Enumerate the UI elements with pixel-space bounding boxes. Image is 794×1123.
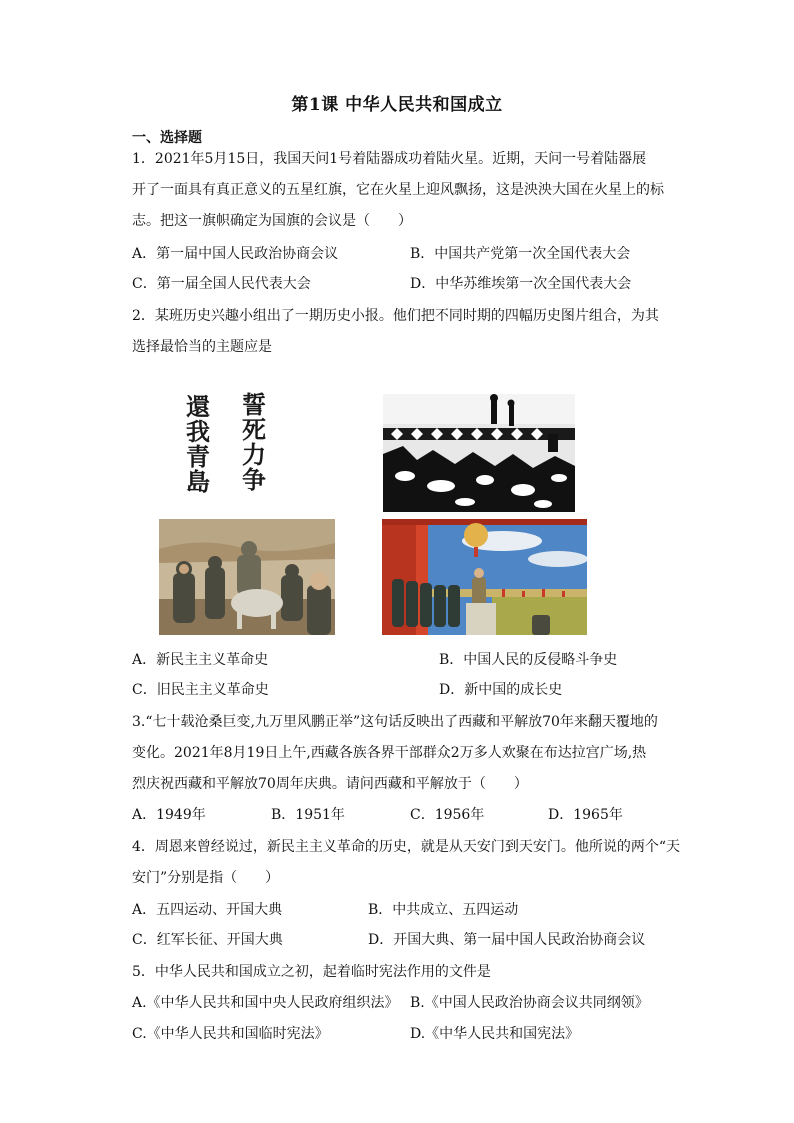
- calligraphy-slogan-image: [170, 392, 282, 496]
- question-3-option-a: A．1949年: [132, 807, 206, 823]
- calligraphy-char: 死: [242, 415, 266, 444]
- question-4-line-1: 4．周恩来曾经说过，新民主主义革命的历史，就是从天安门到天安门。他所说的两个“天: [132, 839, 681, 855]
- question-1-line-2: 开了一面具有真正意义的五星红旗，它在火星上迎风飘扬，这是泱泱大国在火星上的标: [132, 182, 664, 198]
- calligraphy-char: 力: [242, 440, 266, 469]
- question-2-line-2: 选择最恰当的主题应是: [132, 339, 272, 355]
- question-2-option-c: C．旧民主主义革命史: [132, 682, 269, 698]
- question-2-option-a: A．新民主主义革命史: [132, 652, 269, 668]
- bw-photo-graphic: [383, 394, 575, 512]
- question-5-option-b: B.《中国人民政治协商会议共同纲领》: [410, 995, 649, 1011]
- calligraphy-char: 還: [186, 392, 210, 421]
- question-1-option-c: C．第一届全国人民代表大会: [132, 276, 311, 292]
- calligraphy-char: 島: [186, 467, 210, 496]
- question-1-line-1: 1．2021年5月15日，我国天问1号着陆器成功着陆火星。近期，天问一号着陆器展: [132, 151, 647, 167]
- founding-ceremony-painting: [382, 519, 587, 635]
- question-5-option-d: D.《中华人民共和国宪法》: [410, 1026, 580, 1042]
- question-2-option-b: B．中国人民的反侵略斗争史: [439, 652, 618, 668]
- question-4-option-a: A．五四运动、开国大典: [132, 902, 283, 918]
- question-3-option-b: B．1951年: [271, 807, 345, 823]
- question-1-option-d: D．中华苏维埃第一次全国代表大会: [410, 276, 632, 292]
- calligraphy-char: 青: [186, 442, 210, 471]
- long-march-photo: [159, 519, 335, 635]
- question-2-option-d: D．新中国的成长史: [439, 682, 563, 698]
- question-5-option-c: C.《中华人民共和国临时宪法》: [132, 1026, 329, 1042]
- question-2-line-1: 2．某班历史兴趣小组出了一期历史小报。他们把不同时期的四幅历史图片组合，为其: [132, 308, 659, 324]
- question-3-option-c: C．1956年: [410, 807, 485, 823]
- question-3-option-d: D．1965年: [548, 807, 623, 823]
- question-1-option-a: A．第一届中国人民政治协商会议: [132, 246, 339, 262]
- question-5-line-1: 5．中华人民共和国成立之初，起着临时宪法作用的文件是: [132, 964, 491, 980]
- question-1-line-3: 志。把这一旗帜确定为国旗的会议是（ ）: [132, 213, 412, 229]
- question-1-option-b: B．中国共产党第一次全国代表大会: [410, 246, 631, 262]
- question-3-line-2: 变化。2021年8月19日上午,西藏各族各界干部群众2万多人欢聚在布达拉宫广场,热: [132, 745, 647, 761]
- question-4-line-2: 安门”分别是指（ ）: [132, 870, 280, 886]
- question-4-option-d: D．开国大典、第一届中国人民政治协商会议: [368, 932, 646, 948]
- march-photo-graphic: [159, 519, 335, 635]
- calligraphy-char: 争: [242, 465, 266, 494]
- question-3-line-3: 烈庆祝西藏和平解放70周年庆典。请问西藏和平解放于（ ）: [132, 776, 528, 792]
- question-5-option-a: A.《中华人民共和国中央人民政府组织法》: [132, 995, 399, 1011]
- calligraphy-char: 我: [186, 417, 210, 446]
- question-3-line-1: 3.“七十载沧桑巨变,九万里风鹏正举”这句话反映出了西藏和平解放70年来翻天覆地的: [132, 714, 658, 730]
- ceremony-painting-graphic: [382, 519, 587, 635]
- question-4-option-c: C．红军长征、开国大典: [132, 932, 283, 948]
- historic-bw-photo: [383, 394, 575, 512]
- page-title: 第1课 中华人民共和国成立: [291, 95, 503, 115]
- question-4-option-b: B．中共成立、五四运动: [368, 902, 519, 918]
- section-heading: 一、选择题: [132, 130, 202, 146]
- calligraphy-char: 誓: [242, 392, 266, 419]
